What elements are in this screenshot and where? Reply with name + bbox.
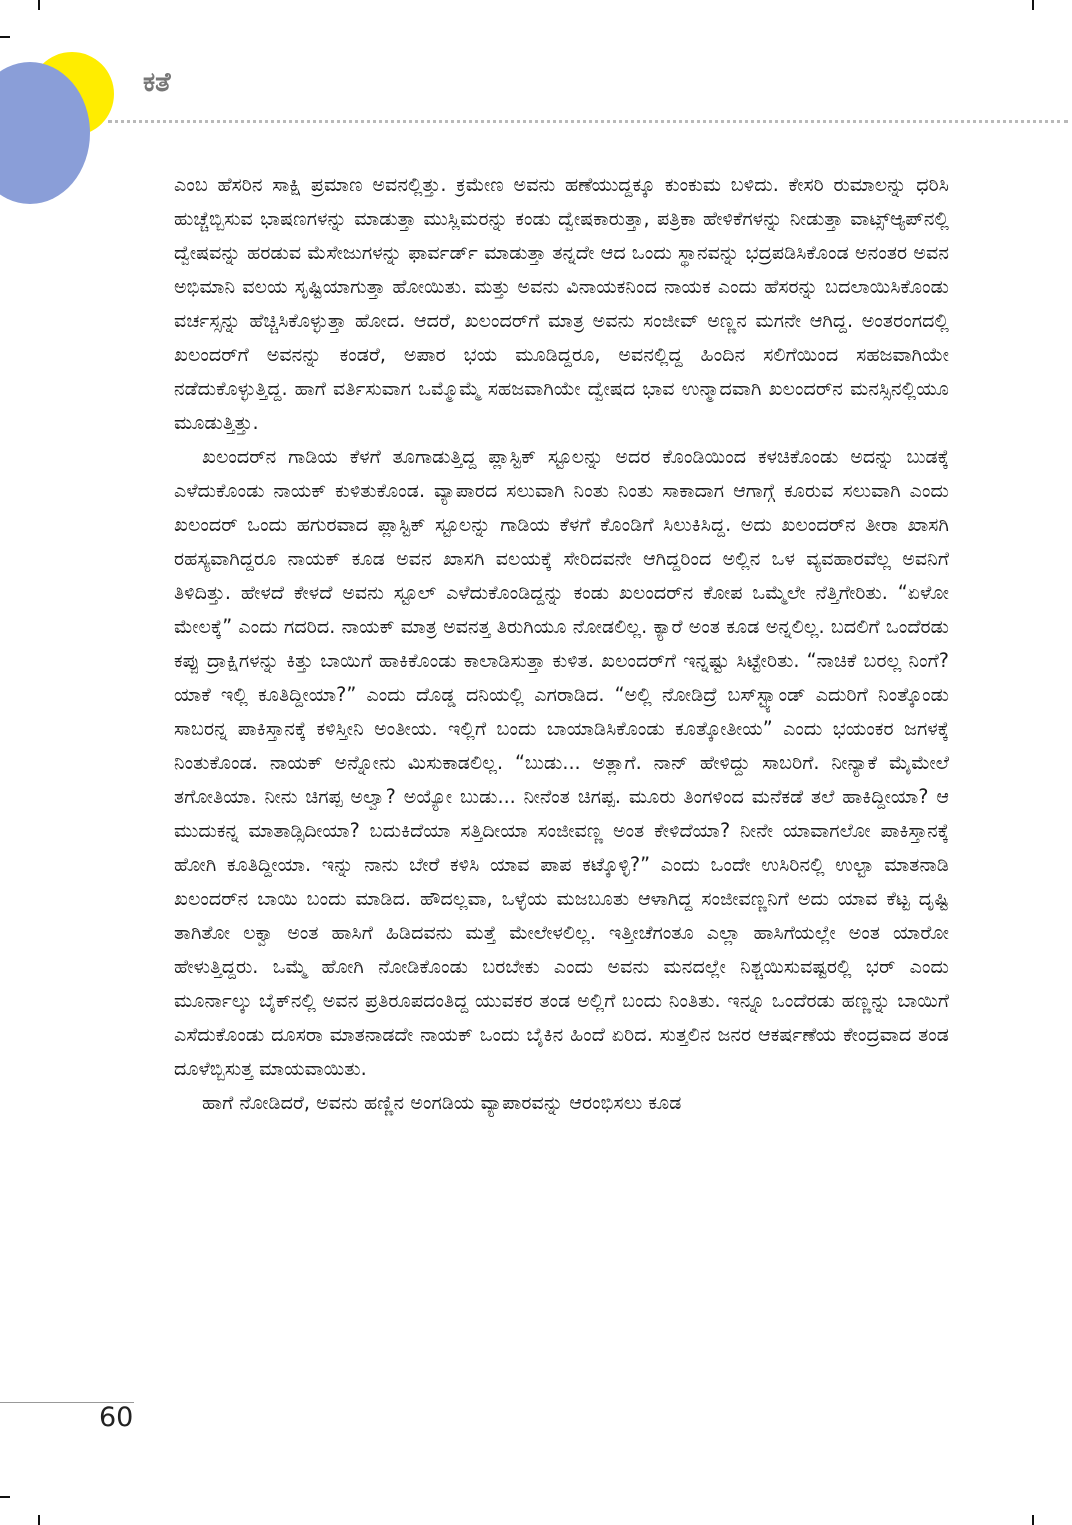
section-title: ಕತೆ (143, 67, 171, 98)
crop-mark-bottom-left (38, 1515, 40, 1525)
crop-mark-left-bottom (0, 1496, 10, 1498)
header-dotted-divider (108, 120, 1068, 123)
crop-mark-left-top (0, 36, 10, 38)
story-body (174, 168, 949, 1120)
crop-mark-top-right (1032, 0, 1034, 10)
page-number: 60 (99, 1402, 134, 1433)
crop-mark-bottom-right (1032, 1515, 1034, 1525)
paragraph: ಎಂಬ ಹೆಸರಿನ ಸಾಕ್ಷಿ ಪ್ರಮಾಣ ಅವನಲ್ಲಿತ್ತು. ಕ್ರಮೇಣ ಅವನು ಹಣೆಯುದ್ದಕ್ಕೂ ಕುಂಕುಮ ಬಳಿದು. ಕೇಸರಿ ರುಮಾಲನ್ನು ಧರಿಸಿ ಹುಚ್ಚೆಬ್ಬಿಸುವ ಭಾಷಣಗಳನ್ನು ಮಾಡುತ್ತಾ ಮುಸ್ಲಿಮರನ್ನು ಕಂಡು ದ್ವೇಷಕಾರುತ್ತಾ, ಪತ್ರಿಕಾ ಹೇಳಿಕೆಗಳನ್ನು ನೀಡುತ್ತಾ ವಾಟ್ಸ್‌ಆ್ಯಪ್‌ನಲ್ಲಿ ದ್ವೇಷವನ್ನು ಹರಡುವ ಮೆಸೇಜುಗಳನ್ನು ಫಾರ್ವರ್ಡ್ ಮಾಡುತ್ತಾ ತನ್ನದೇ ಆದ ಒಂದು ಸ್ಥಾನವನ್ನು ಭದ್ರಪಡಿಸಿಕೊಂಡ ಅನಂತರ ಅವನ ಅಭಿಮಾನಿ ವಲಯ ಸೃಷ್ಟಿಯಾಗುತ್ತಾ ಹೋಯಿತು. ಮತ್ತು ಅವನು ವಿನಾಯಕನಿಂದ ನಾಯಕ ಎಂದು ಹೆಸರನ್ನು ಬದಲಾಯಿಸಿಕೊಂಡು ವರ್ಚಸ್ಸನ್ನು ಹೆಚ್ಚಿಸಿಕೊಳ್ಳುತ್ತಾ ಹೋದ. ಆದರೆ, ಖಲಂದರ್‌ಗೆ ಮಾತ್ರ ಅವನು ಸಂಜೀವ್ ಅಣ್ಣನ ಮಗನೇ ಆಗಿದ್ದ. ಅಂತರಂಗದಲ್ಲಿ ಖಲಂದರ್‌ಗೆ ಅವನನ್ನು ಕಂಡರೆ, ಅಪಾರ ಭಯ ಮೂಡಿದ್ದರೂ, ಅವನಲ್ಲಿದ್ದ ಹಿಂದಿನ ಸಲಿಗೆಯಿಂದ ಸಹಜವಾಗಿಯೇ ನಡೆದುಕೊಳ್ಳುತ್ತಿದ್ದ. ಹಾಗೆ ವರ್ತಿಸುವಾಗ ಒಮ್ಮೊಮ್ಮೆ ಸಹಜವಾಗಿಯೇ ದ್ವೇಷದ ಭಾವ ಉನ್ಮಾದವಾಗಿ ಖಲಂದರ್‌ನ ಮನಸ್ಸಿನಲ್ಲಿಯೂ ಮೂಡುತ್ತಿತ್ತು. (174, 173, 949, 434)
crop-mark-top-left (38, 0, 40, 10)
paragraph: ಖಲಂದರ್‌ನ ಗಾಡಿಯ ಕೆಳಗೆ ತೂಗಾಡುತ್ತಿದ್ದ ಪ್ಲಾಸ್ಟಿಕ್ ಸ್ಟೂಲನ್ನು ಅದರ ಕೊಂಡಿಯಿಂದ ಕಳಚಿಕೊಂಡು ಅದನ್ನು ಬುಡಕ್ಕೆ ಎಳೆದುಕೊಂಡು ನಾಯಕ್ ಕುಳಿತುಕೊಂಡ. ವ್ಯಾಪಾರದ ಸಲುವಾಗಿ ನಿಂತು ನಿಂತು ಸಾಕಾದಾಗ ಆಗಾಗ್ಗೆ ಕೂರುವ ಸಲುವಾಗಿ ಎಂದು ಖಲಂದರ್ ಒಂದು ಹಗುರವಾದ ಪ್ಲಾಸ್ಟಿಕ್ ಸ್ಟೂಲನ್ನು ಗಾಡಿಯ ಕೆಳಗೆ ಕೊಂಡಿಗೆ ಸಿಲುಕಿಸಿದ್ದ. ಅದು ಖಲಂದರ್‌ನ ತೀರಾ ಖಾಸಗಿ ರಹಸ್ಯವಾಗಿದ್ದರೂ ನಾಯಕ್ ಕೂಡ ಅವನ ಖಾಸಗಿ ವಲಯಕ್ಕೆ ಸೇರಿದವನೇ ಆಗಿದ್ದರಿಂದ ಅಲ್ಲಿನ ಒಳ ವ್ಯವಹಾರವೆಲ್ಲ ಅವನಿಗೆ ತಿಳಿದಿತ್ತು. ಹೇಳದೆ ಕೇಳದೆ ಅವನು ಸ್ಟೂಲ್ ಎಳೆದುಕೊಂಡಿದ್ದನ್ನು ಕಂಡು ಖಲಂದರ್‌ನ ಕೋಪ ಒಮ್ಮೆಲೇ ನೆತ್ತಿಗೇರಿತು. “ಏಳೋ ಮೇಲಕ್ಕೆ” ಎಂದು ಗದರಿದ. ನಾಯಕ್ ಮಾತ್ರ ಅವನತ್ತ ತಿರುಗಿಯೂ ನೋಡಲಿಲ್ಲ. ಕ್ಯಾರೆ ಅಂತ ಕೂಡ ಅನ್ನಲಿಲ್ಲ. ಬದಲಿಗೆ ಒಂದೆರಡು ಕಪ್ಪು ದ್ರಾಕ್ಷಿಗಳನ್ನು ಕಿತ್ತು ಬಾಯಿಗೆ ಹಾಕಿಕೊಂಡು ಕಾಲಾಡಿಸುತ್ತಾ ಕುಳಿತ. ಖಲಂದರ್‌ಗೆ ಇನ್ನಷ್ಟು ಸಿಟ್ಟೇರಿತು. “ನಾಚಿಕೆ ಬರಲ್ಲ ನಿಂಗೆ? ಯಾಕೆ ಇಲ್ಲಿ ಕೂತಿದ್ದೀಯಾ?” ಎಂದು ದೊಡ್ಡ ದನಿಯಲ್ಲಿ ಎಗರಾಡಿದ. “ಅಲ್ಲಿ ನೋಡಿದ್ರೆ ಬಸ್‌ಸ್ಟ್ಯಾಂಡ್ ಎದುರಿಗೆ ನಿಂತ್ಕೊಂಡು ಸಾಬರನ್ನ ಪಾಕಿಸ್ತಾನಕ್ಕೆ ಕಳಿಸ್ತೀನಿ ಅಂತೀಯ. ಇಲ್ಲಿಗೆ ಬಂದು ಬಾಯಾಡಿಸಿಕೊಂಡು ಕೂತ್ಕೋತೀಯ” ಎಂದು ಭಯಂಕರ ಜಗಳಕ್ಕೆ ನಿಂತುಕೊಂಡ. ನಾಯಕ್ ಅನ್ನೋನು ಮಿಸುಕಾಡಲಿಲ್ಲ. “ಬುಡು... ಅತ್ಲಾಗೆ. ನಾನ್ ಹೇಳಿದ್ದು ಸಾಬರಿಗೆ. ನೀನ್ಯಾಕೆ ಮೈಮೇಲೆ ತಗೋತಿಯಾ. ನೀನು ಚಿಗಪ್ಪ ಅಲ್ವಾ? ಅಯ್ಯೋ ಬುಡು... ನೀನೆಂತ ಚಿಗಪ್ಪ. ಮೂರು ತಿಂಗಳಿಂದ ಮನೆಕಡೆ ತಲೆ ಹಾಕಿದ್ದೀಯಾ? ಆ ಮುದುಕನ್ನ ಮಾತಾಡ್ಸಿದೀಯಾ? ಬದುಕಿದೆಯಾ ಸತ್ತಿದೀಯಾ ಸಂಜೀವಣ್ಣ ಅಂತ ಕೇಳಿದೆಯಾ? ನೀನೇ ಯಾವಾಗಲೋ ಪಾಕಿಸ್ತಾನಕ್ಕೆ ಹೋಗಿ ಕೂತಿದ್ದೀಯಾ. ಇನ್ನು ನಾನು ಬೇರೆ ಕಳಿಸಿ ಯಾವ ಪಾಪ ಕಟ್ಕೊಳ್ಳಿ?” ಎಂದು ಒಂದೇ ಉಸಿರಿನಲ್ಲಿ ಉಲ್ಟಾ ಮಾತನಾಡಿ ಖಲಂದರ್‌ನ ಬಾಯಿ ಬಂದು ಮಾಡಿದ. ಹೌದಲ್ಲವಾ, ಒಳ್ಳೆಯ ಮಜಬೂತು ಆಳಾಗಿದ್ದ ಸಂಜೀವಣ್ಣನಿಗೆ ಅದು ಯಾವ ಕೆಟ್ಟ ದೃಷ್ಟಿ ತಾಗಿತೋ ಲಕ್ವಾ ಅಂತ ಹಾಸಿಗೆ ಹಿಡಿದವನು ಮತ್ತೆ ಮೇಲೇಳಲಿಲ್ಲ. ಇತ್ತೀಚೆಗಂತೂ ಎಲ್ಲಾ ಹಾಸಿಗೆಯಲ್ಲೇ ಅಂತ ಯಾರೋ ಹೇಳುತ್ತಿದ್ದರು. ಒಮ್ಮೆ ಹೋಗಿ ನೋಡಿಕೊಂಡು ಬರಬೇಕು ಎಂದು ಅವನು ಮನದಲ್ಲೇ ನಿಶ್ಚಯಿಸುವಷ್ಟರಲ್ಲಿ ಭರ್‌ ಎಂದು ಮೂರ್ನಾಲ್ಕು ಬೈಕ್‌ನಲ್ಲಿ ಅವನ ಪ್ರತಿರೂಪದಂತಿದ್ದ ಯುವಕರ ತಂಡ ಅಲ್ಲಿಗೆ ಬಂದು ನಿಂತಿತು. ಇನ್ನೂ ಒಂದೆರಡು ಹಣ್ಣನ್ನು ಬಾಯಿಗೆ ಎಸೆದುಕೊಂಡು ದೂಸರಾ ಮಾತನಾಡದೇ ನಾಯಕ್ ಒಂದು ಬೈಕಿನ ಹಿಂದೆ ಏರಿದ. ಸುತ್ತಲಿನ ಜನರ ಆಕರ್ಷಣೆಯ ಕೇಂದ್ರವಾದ ತಂಡ ದೂಳೆಬ್ಬಿಸುತ್ತ ಮಾಯವಾಯಿತು. (174, 445, 949, 1080)
paragraph: ಹಾಗೆ ನೋಡಿದರೆ, ಅವನು ಹಣ್ಣಿನ ಅಂಗಡಿಯ ವ್ಯಾಪಾರವನ್ನು ಆರಂಭಿಸಲು ಕೂಡ (202, 1091, 682, 1114)
